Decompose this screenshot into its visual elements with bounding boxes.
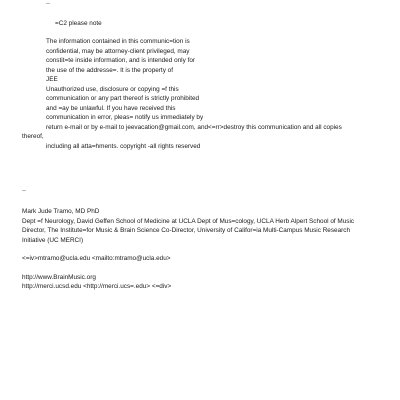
notice-line: and =ay be unlawful. If you have received this bbox=[46, 104, 176, 112]
notice-line: JEE bbox=[46, 76, 58, 83]
notice-line: constit=te inside information, and is intended only for bbox=[46, 57, 196, 64]
notice-line: the use of the addresse=. It is the property of bbox=[46, 66, 174, 74]
notice-line: confidential, may be attorney-client privileged, may bbox=[46, 47, 190, 55]
top-separator: -- bbox=[46, 1, 50, 7]
signature-email: <=iv>mtramo@ucla.edu <mailto:mtramo@ucla.edu> bbox=[22, 255, 171, 262]
notice-line: communication or any part thereof is strictly prohibited bbox=[46, 95, 200, 102]
signature-affiliation-line: Dept =f Neurology, David Geffen School of Medicine at UCLA Dept of Mus=cology, UCLA Herb Alpert School of Music bbox=[22, 217, 355, 225]
signature-affiliation-line: Initiative (UC MERCI) bbox=[22, 236, 84, 244]
signature-affiliation-line: Director, The Institute=for Music & Brain Science Co-Director, University of Califor=ia Multi-Campus Music Research bbox=[22, 227, 351, 234]
notice-line: return e-mail or by e-mail to jeevacation@gmail.com, and<=rr>destroy this communication and all copies bbox=[46, 123, 342, 131]
please-note-heading: =C2 please note bbox=[55, 20, 102, 27]
notice-line: The information contained in this communic=tion is bbox=[46, 38, 190, 45]
signature-separator: -- bbox=[22, 188, 26, 194]
signature-name: Mark Jude Tramo, MD PhD bbox=[22, 208, 100, 215]
signature-merci-link: http://merci.ucsd.edu <http://merci.ucs=.edu> <=div> bbox=[22, 283, 172, 290]
notice-line: communication in error, pleas= notify us immediately by bbox=[46, 114, 204, 121]
notice-line: Unauthorized use, disclosure or copying =f this bbox=[46, 85, 179, 93]
notice-line: thereof, bbox=[22, 133, 44, 140]
signature-website-link: http://www.BrainMusic.org bbox=[22, 273, 96, 281]
notice-line: including all atta=hments. copyright -all rights reserved bbox=[46, 142, 201, 150]
